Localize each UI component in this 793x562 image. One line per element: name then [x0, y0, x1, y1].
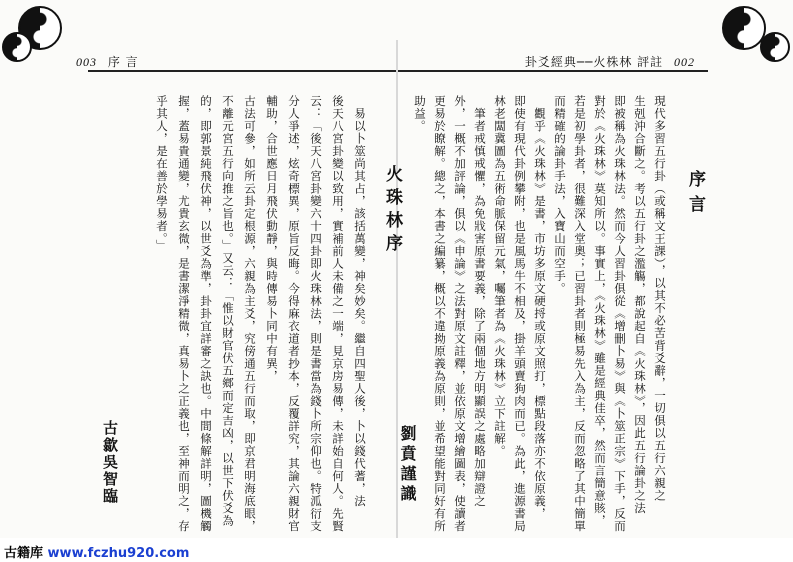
text-column: 後天八宮卦變以致用，實補前人未備之一端，見京房易傳，未詳始自何人。先賢	[331, 95, 345, 533]
site-watermark	[4, 542, 189, 561]
text-column: 林老闆冀圖為五術命脈保留元氣，囑筆者為《火珠林》立下註解。	[493, 95, 507, 458]
right-page-header	[525, 53, 701, 70]
text-column: 而精確的論卦手法，入寶山而空手。	[553, 95, 567, 295]
text-column: 若是初學卦者，很難深入堂奧；已習卦者則極易先入為主，反而忽略了其中簡單	[573, 95, 587, 533]
right-page-title: 序言	[685, 170, 705, 220]
text-column: 不離元宮五行向推之旨也。」又云：「惟以財官伏五鄉而定吉凶，以世下伏爻為	[221, 95, 235, 527]
text-column: 古法可參，如所云卦定根源，六親為主爻，究傍通五行而取，即京君明海底眼，	[243, 95, 257, 533]
text-column: 生剋沖合斷之。考以五行卦之濫觴，都說起自《火珠林》，因此五行論卦之法	[633, 95, 647, 515]
left-page-signature: 古歙吳智臨	[101, 420, 119, 505]
text-column: 乎其人，是在善於學易者。」	[155, 95, 169, 252]
left-page-number: 003	[76, 55, 97, 69]
text-column: 即使有現代卦例攀附，也是風馬牛不相及，掛羊頭賣狗肉而已。為此，進源書局	[513, 95, 527, 533]
yin-yang-icon	[760, 32, 790, 62]
text-column: 易以卜筮尚其占，該括萬變，神矣妙矣。繼自四聖人後，卜以錢代蓍，法	[353, 95, 367, 508]
text-column: 輔助，合世應日月飛伏動靜，與時傳易卜同中有異，	[265, 95, 279, 383]
text-column: 筆者戒慎戒懼，為免戕害原書要義，除了兩個地方明顯誤之處略加辯證之	[473, 95, 487, 508]
site-url[interactable]: www.fczhu920.com	[47, 546, 190, 561]
header-rule	[88, 70, 708, 72]
left-page-title: 火珠林序	[382, 165, 402, 257]
text-column: 助益。	[413, 95, 427, 133]
yin-yang-icon	[2, 32, 32, 62]
left-page-header	[70, 53, 139, 70]
text-column: 云：「後天八宮卦變六十四卦即火珠林法，則是書當為錢卜所宗仰也。特泒衍支	[309, 95, 323, 533]
right-page-signature: 劉賁謹識	[398, 425, 417, 505]
text-column: 分人爭述，炫奇標異，原旨反晦。今得麻衣道者抄本，反覆詳究，其論六親財官	[287, 95, 301, 533]
left-page-running-title: 序 言	[107, 55, 139, 69]
site-name: 古籍库	[4, 546, 44, 561]
right-page-number: 002	[674, 55, 695, 69]
text-column: 對於《火珠林》莫知所以。事實上，《火珠林》雖是經典佳卒，然而言簡意賅，	[593, 95, 607, 527]
text-column: 觀乎《火珠林》是書，市坊多原文硬捋或原文照打，標點段落亦不依原義，	[533, 95, 547, 520]
text-column: 即被稱為火珠林法。然而今人習卦俱從《增刪卜易》與《卜筮正宗》下手，反而	[613, 95, 627, 533]
text-column: 握，蓋易貴通變，尤貴玄微，是書潔淨精微，真易卜之正義也，至神而明之，存	[177, 95, 191, 533]
text-column: 的，即郭景純飛伏神，以世爻為準，卦卦宜詳審之訣也。中間條解詳明，圖機觸	[199, 95, 213, 533]
text-column: 現代多習五行卦（或稱文王課），以其不必苦背爻辭，一切俱以五行六親之	[653, 95, 667, 502]
text-column: 更易於瞭解。總之，本書之編纂，概以不違拗原義為原則，並希望能對同好有所	[433, 95, 447, 533]
text-column: 外，一概不加評論，俱以《申論》之法對原文註釋，並依原文增繪圖表，使讀者	[453, 95, 467, 533]
right-page-running-title: 卦爻經典──火株林 評註	[524, 55, 664, 69]
